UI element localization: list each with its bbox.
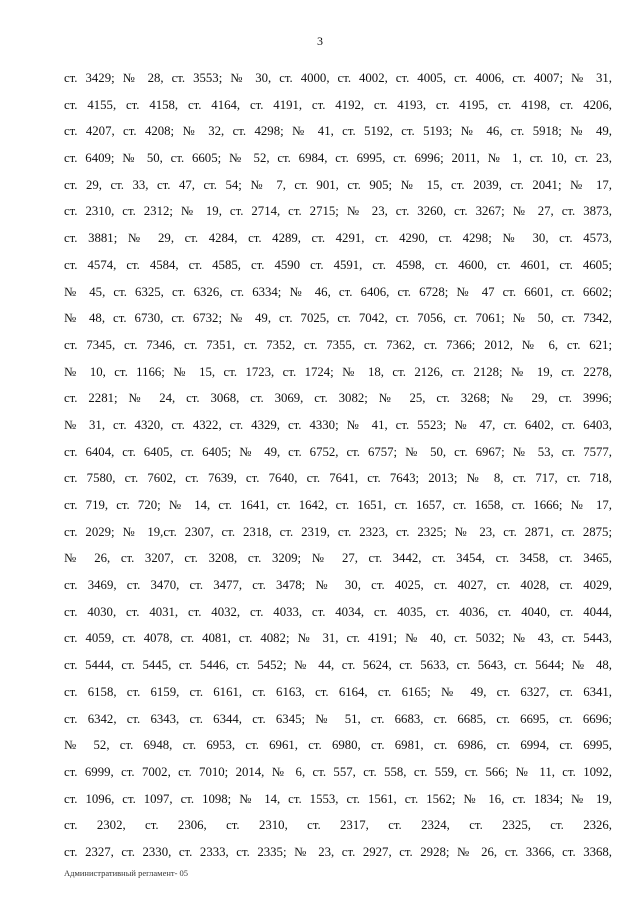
text-line: ст. 2310, ст. 2312; № 19, ст. 2714, ст. 2715; № 23, ст. 3260, ст. 3267; № 27, ст. 3873, — [64, 204, 612, 219]
text-line: ст. 6404, ст. 6405, ст. 6405; № 49, ст. 6752, ст. 6757; № 50, ст. 6967; № 53, ст. 7577, — [64, 444, 612, 459]
body-text — [64, 68, 612, 869]
text-line: № 45, ст. 6325, ст. 6326, ст. 6334; № 46, ст. 6406, ст. 6728; № 47 ст. 6601, ст. 6602; — [64, 284, 612, 299]
text-line: ст. 3429; № 28, ст. 3553; № 30, ст. 4000, ст. 4002, ст. 4005, ст. 4006, ст. 4007; № 31, — [64, 71, 612, 85]
text-line: № 26, ст. 3207, ст. 3208, ст. 3209; № 27, ст. 3442, ст. 3454, ст. 3458, ст. 3465, — [64, 551, 612, 566]
text-line: ст. 29, ст. 33, ст. 47, ст. 54; № 7, ст. 901, ст. 905; № 15, ст. 2039, ст. 2041; № 17, — [64, 177, 612, 192]
text-line: ст. 6409; № 50, ст. 6605; № 52, ст. 6984, ст. 6995, ст. 6996; 2011, № 1, ст. 10, ст. 23, — [64, 151, 612, 166]
footer-text: Административный регламент- 05 — [64, 868, 189, 878]
text-line: ст. 719, ст. 720; № 14, ст. 1641, ст. 1642, ст. 1651, ст. 1657, ст. 1658, ст. 1666; № 17, — [64, 498, 612, 512]
text-line: № 31, ст. 4320, ст. 4322, ст. 4329, ст. 4330; № 41, ст. 5523; № 47, ст. 6402, ст. 6403, — [64, 417, 612, 432]
text-line: ст. 5444, ст. 5445, ст. 5446, ст. 5452; № 44, ст. 5624, ст. 5633, ст. 5643, ст. 5644; № 48, — [64, 658, 612, 673]
text-line: ст. 6999, ст. 7002, ст. 7010; 2014, № 6, ст. 557, ст. 558, ст. 559, ст. 566; № 11, ст. 1092, — [64, 764, 612, 779]
text-line: ст. 1096, ст. 1097, ст. 1098; № 14, ст. 1553, ст. 1561, ст. 1562; № 16, ст. 1834; № 19, — [64, 791, 612, 806]
text-line: ст. 4155, ст. 4158, ст. 4164, ст. 4191, ст. 4192, ст. 4193, ст. 4195, ст. 4198, ст. 4206, — [64, 97, 612, 112]
text-line: ст. 6342, ст. 6343, ст. 6344, ст. 6345; № 51, ст. 6683, ст. 6685, ст. 6695, ст. 6696; — [64, 711, 612, 726]
text-line: № 10, ст. 1166; № 15, ст. 1723, ст. 1724; № 18, ст. 2126, ст. 2128; № 19, ст. 2278, — [64, 364, 612, 379]
text-line: ст. 3469, ст. 3470, ст. 3477, ст. 3478; № 30, ст. 4025, ст. 4027, ст. 4028, ст. 4029, — [64, 578, 612, 593]
text-line: № 52, ст. 6948, ст. 6953, ст. 6961, ст. 6980, ст. 6981, ст. 6986, ст. 6994, ст. 6995, — [64, 738, 612, 753]
text-line: ст. 4207, ст. 4208; № 32, ст. 4298; № 41, ст. 5192, ст. 5193; № 46, ст. 5918; № 49, — [64, 124, 612, 139]
text-line: ст. 4574, ст. 4584, ст. 4585, ст. 4590 ст. 4591, ст. 4598, ст. 4600, ст. 4601, ст. 4605; — [64, 257, 612, 272]
text-line: ст. 2327, ст. 2330, ст. 2333, ст. 2335; № 23, ст. 2927, ст. 2928; № 26, ст. 3366, ст. 3368, — [64, 844, 612, 859]
text-line: ст. 4030, ст. 4031, ст. 4032, ст. 4033, ст. 4034, ст. 4035, ст. 4036, ст. 4040, ст. 4044, — [64, 604, 612, 619]
text-line: ст. 6158, ст. 6159, ст. 6161, ст. 6163, ст. 6164, ст. 6165; № 49, ст. 6327, ст. 6341, — [64, 684, 612, 699]
text-line: № 48, ст. 6730, ст. 6732; № 49, ст. 7025, ст. 7042, ст. 7056, ст. 7061; № 50, ст. 7342, — [64, 311, 612, 326]
page-number: 3 — [317, 34, 323, 48]
text-line: ст. 7345, ст. 7346, ст. 7351, ст. 7352, ст. 7355, ст. 7362, ст. 7366; 2012, № 6, ст. 621; — [64, 337, 612, 352]
text-line: ст. 2302, ст. 2306, ст. 2310, ст. 2317, ст. 2324, ст. 2325, ст. 2326, — [64, 818, 612, 833]
text-line: ст. 7580, ст. 7602, ст. 7639, ст. 7640, ст. 7641, ст. 7643; 2013; № 8, ст. 717, ст. 718, — [64, 471, 612, 486]
text-line: ст. 2281; № 24, ст. 3068, ст. 3069, ст. 3082; № 25, ст. 3268; № 29, ст. 3996; — [64, 391, 612, 406]
text-line: ст. 4059, ст. 4078, ст. 4081, ст. 4082; № 31, ст. 4191; № 40, ст. 5032; № 43, ст. 5443, — [64, 631, 612, 646]
text-line: ст. 2029; № 19,ст. 2307, ст. 2318, ст. 2319, ст. 2323, ст. 2325; № 23, ст. 2871, ст. 2875; — [64, 524, 612, 539]
text-line: ст. 3881; № 29, ст. 4284, ст. 4289, ст. 4291, ст. 4290, ст. 4298; № 30, ст. 4573, — [64, 231, 612, 246]
